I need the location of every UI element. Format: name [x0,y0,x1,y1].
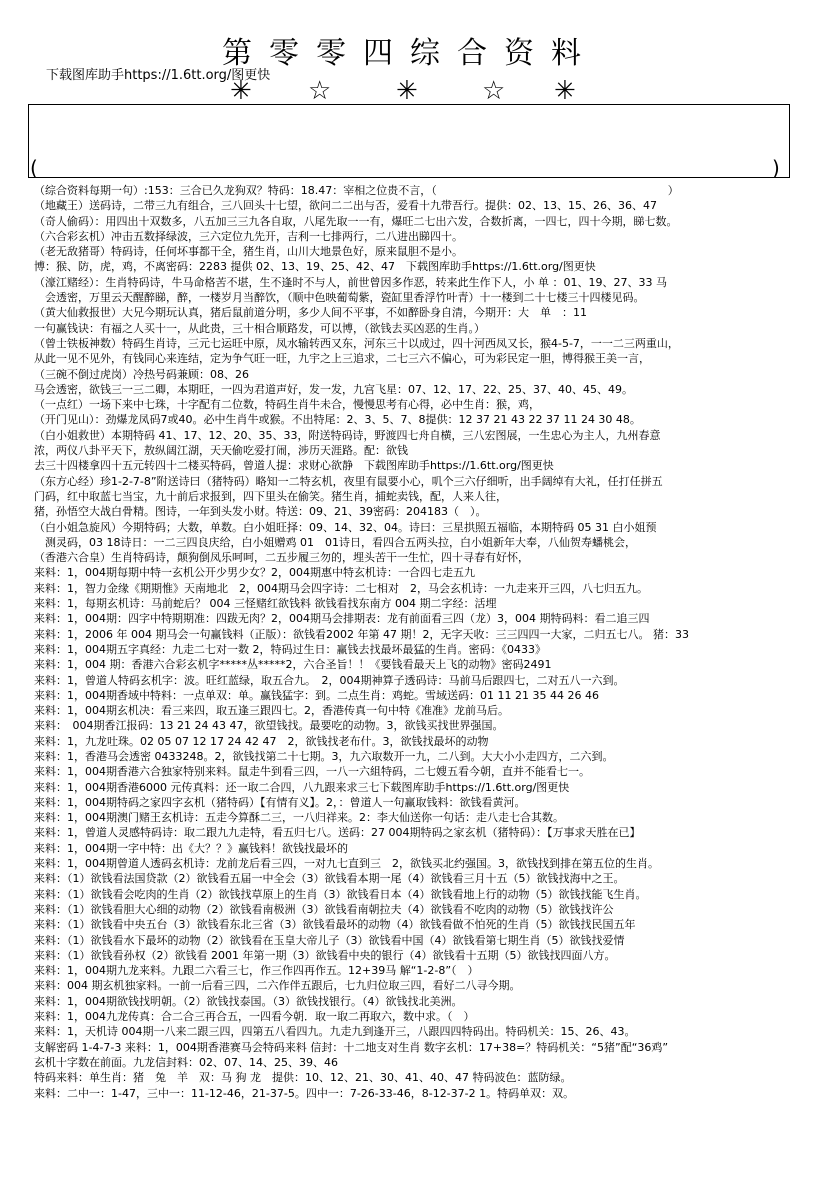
text-line: 门码，红中取蓝七当宝，九十前后求报到，四下里头在偷笑。猪生肖，捕蛇卖钱，配，人来人往， [34,489,507,503]
text-line: 会透密，万里云天醒醉睇，醉，一楼岁月当醉饮，（顺中色映葡萄紫，瓷缸里香浮竹叶青）十一楼到二十七楼三十四楼见码。 [34,291,645,305]
text-line: 来料：1，004期欲钱找明朝。（2）欲钱找泰国。（3）欲钱找银行。（4）欲钱找北美洲。 [34,994,463,1008]
text-line: 来料：1，004期一字中特：出《大？？》赢钱料！欲钱找最坏的 [34,841,348,855]
text-line: 来料：（1）欲钱看中央五台（3）欲钱看东北三省（3）欲钱看最坏的动物（4）欲钱看做不怕死的生肖（5）欲钱找民国五年 [34,918,636,932]
text-line: 来料： 004期香江报码：13 21 24 43 47，欲望钱找。最要吃的动物。3，欲钱买找世界强国。 [34,719,504,733]
text-line: 一句赢钱诀：有福之人买十一，从此贵，三十相合顺路发，可以博，（欲钱去买凶恶的生肖。） [34,321,485,335]
download-note[interactable]: 下载图库助手https://1.6tt.org/图更快 [46,68,271,83]
text-line: 来料：1，004期玄机决：看三来四，取五逢三跟四七。2，香港传真一句中特《准准》龙前马后。 [34,704,509,718]
text-line: 来料：（1）欲钱看胆大心细的动物（2）欲钱看南极洲（3）欲钱看南朝拉夫（4）欲钱看不吃肉的动物（5）欲钱找许公 [34,902,614,916]
text-line: 来料：（1）欲钱看孙权（2）欲钱看 2001 年第一期（3）欲钱看中央的银行（4）欲钱看十五期（5）欲钱找四面八方。 [34,948,616,962]
text-line: 来料：二中一：1-47，三中一：11-12-46，21-37-5。四中一：7-26-33-46，8-12-37-2 1。特码单双：双。 [34,1086,575,1100]
text-line: 来料：1，香港马会透密 0433248。2，欲钱找第二十七期。3，九六取数开一九，二八到。大大小小走四方，二六到。 [34,749,614,763]
right-paren: ) [772,156,780,180]
text-line: 来料：（1）欲钱看法国贷款（2）欲钱看五届一中全会（3）欲钱看本期一尾（4）欲钱看三月十五（5）欲钱找海中之王。 [34,872,625,886]
text-line: （东方心经）珍1-2-7-8”附送诗曰（猪特码）略知一二特玄机，夜里有鼠要小心，叽个三六仔细听，出手阔绰有大礼，任打任拼五 [34,474,663,488]
star-icon: ✳ [230,76,252,106]
text-line: 从此一见不见外，有钱同心来连结，定为争气旺一旺，九宇之上三追求，二七三六不偏心，可为彩民定一胆，博得猴王美一言， [34,352,650,366]
text-line: 特码来料：单生肖：猪 兔 羊 双：马 狗 龙 提供：10、12、21、30、41、40、47 特码波色：蓝防绿。 [34,1071,572,1085]
star-icon: ✳ [396,76,418,106]
text-line: 浓，两仪八卦平天下，敖纵阔江湖，天天偷吃爱打闹，涉历天涯路。配：欲钱 [34,444,408,458]
text-line: 来料：1，曾道人灵感特码诗：取二跟九九走特，看五归七八。送码：27 004期特码之家玄机（猪特码）：【万事求天胜在已】 [34,826,641,840]
star-icon: ✳ [554,76,576,106]
text-line: 来料：（1）欲钱看会吃肉的生肖（2）欲钱找草原上的生肖（3）欲钱看日本（4）欲钱看地上行的动物（5）欲钱找能飞生肖。 [34,887,647,901]
blank-box [28,104,790,178]
star-outline-icon: ☆ [308,76,332,106]
text-line: （地藏王）送码诗，二带三九有组合，三八回头十七望，欲问二二出与否，爱看十九带吾行。提供：02、13、15、26、36、47 [34,199,657,213]
text-line: 来料：1，004期五字真经：九走二七对一数 2，特码过生日：赢钱去找最坏最猛的生肖。密码：《0433》 [34,642,546,656]
text-line: （曾士铁板神数）特码生肖诗，三元七运旺中原，凤水输转西又东，河东三十以成过，四十河西凤又长，猴4-5-7，一一二三两重山， [34,336,679,350]
text-line: （奇人偷码）：用四出十双数多，八五加三三九各自取，八尾先取一一有，爆旺二七出六发，合数折离，一四七，四十今期，睇七数。 [34,214,678,228]
text-line: 来料：1，004 期：香港六合彩玄机字*****丛*****2，六合圣旨！！《要钱看最天上飞的动物》密码2491 [34,658,552,672]
text-line: （濠江赌经）：生肖特码诗，牛马命格苦不堪，生不逢时不与人，前世曾因多作恶，转来此生作下人，小 单 ：01、19、27、33 马 [34,275,667,289]
text-line: （开门见山）：劲爆龙凤码7或40。必中生肖牛或猴。不出特尾：2、3、5、7、8提供：12 37 21 43 22 37 11 24 30 48。 [34,413,641,427]
text-line: 猪，孙悟空大战白骨精。图诗，一年到头发小财。特送：09、21、39密码：204183（ ）。 [34,505,487,519]
text-line: 马会透密，欲钱三一三二卿，本期旺，一四为君道声好，发一发，九宫飞星：07、12、17、22、25、37、40、45、49。 [34,382,633,396]
text-line: 来料：1，004期每期中特一玄机公开少男少女？2，004期惠中特玄机诗：一合四七走五九 [34,566,475,580]
text-line: （综合资料每期一句）:153：三合已久龙狗双？特码：18.47：宰相之位贵不言，（ ） [34,184,679,197]
text-line: 来料：1，004期九龙来料。九跟二六看三七，作三作四再作五。12+39马 解“1-2-8”（ ） [34,964,479,978]
text-line: 来料：1，004期澳门赌王玄机诗：五走今算酥二三，一八归祥来。2：李大仙送你一句话：走八走七合其数。 [34,811,564,825]
text-line: 来料：1，天机诗 004期一八来二跟三四，四第五八看四九。九走九到逢开三，八跟四四特码出。特码机关：15、26、43。 [34,1025,636,1039]
left-paren: ( [30,156,38,180]
text-line: （白小姐救世）本期特码 41、17、12、20、35、33，附送特码诗，野渡四七舟自横，三八宏图展，一生忠心为主人，九州春意 [34,428,661,442]
text-line: （黄大仙救报世）大兄今期玩认真，猪后鼠前道分明，多少人间不平事，不如醉卧身自清，今期开：大 单 ：11 [34,306,587,320]
text-line: 来料：1，2006 年 004 期马会一句赢钱料（正版）：欲钱看2002 年第 47 期！2，无字天收：三三四四一大家，二归五七八。 猪：33 [34,627,689,641]
text-line: 测灵码，03 18诗日：一二三四良庆给，白小姐赠鸡 01 01诗日，看四合五两头拉，白小姐新年大奉，八仙贺寿蟠桃会， [34,535,636,549]
text-line: 来料：004 期玄机独家料。一前一后看三四，二六作伴五跟后，七九归位取三四，看好二八寻今期。 [34,979,521,993]
text-line: （三碗不倒过虎岗）冷热号码兼顾：08、26 [34,367,249,381]
text-line: 来料：1，004期香域中特料：一点单双：单。赢钱猛字：到。二点生肖：鸡蛇。雪域送码：01 11 21 35 44 26 46 [34,688,599,702]
text-line: （六合彩玄机）冲击五数择绿波，三六定位九先开，吉利一七排两行，二八进出睇四十。 [34,229,463,243]
text-line: （白小姐急旋风）今期特码；大数，单数。白小姐旺择：09、14、32、04。诗曰：三星拱照五福临，本期特码 05 31 白小姐预 [34,520,657,534]
text-line: 玄机十字数在前面。九龙信封料：02、07、14、25、39、46 [34,1055,338,1069]
text-line: （一点红）一场下来中七珠，十字配有二位数，特码生肖牛未合，慢慢思考有心得，必中生肖：猴，鸡， [34,398,540,412]
page-title: 第零零四综合资料 [222,36,598,71]
text-line: 来料：1，004期特码之家四字玄机（猪特码）【有情有义】。2，：曾道人一句赢取钱料：欲钱看黄河。 [34,795,526,809]
text-line: 来料：1，004九龙传真：合二合三再合五，一四看今朝．取一取二再取六，数中求。（ ） [34,1010,475,1024]
text-line: （老无敌猪哥）特码诗，任何坏事都干全，猪生肖，山川大地景色好，原来鼠胆不是小。 [34,245,463,259]
text-line: 去三十四楼拿四十五元转四十二楼买特码，曾道人提：求财心欲静 下载图库助手https://1.6tt.org/图更快 [34,459,554,473]
text-line: 来料：1，004期香港6000 元传真料：还一取二合四，八九跟来求三七下载图库助手https://1.6tt.org/图更快 [34,780,570,794]
text-line: 博：猴、防，虎，鸡，不离密码：2283 提供 02、13、19、25、42、47 下载图库助手https://1.6tt.org/图更快 [34,260,596,274]
text-line: 来料：1，九龙吐珠。02 05 07 12 17 24 42 47 2，欲钱找老布什。3，欲钱找最坏的动物 [34,734,489,748]
text-line: 来料：1，每期玄机诗：马前蛇后？ 004 三怪赌红欲钱料 欲钱看找东南方 004 期二字经：活埋 [34,597,497,611]
text-line: 来料：（1）欲钱看水下最坏的动物（2）欲钱看在玉皇大帝儿子（3）欲钱看中国（4）欲钱看第七期生肖（5）欲钱找爱情 [34,933,625,947]
text-line: 来料：1，004期曾道人透码玄机诗：龙前龙后看三四，一对九七直到三 2，欲钱买北约强国。3，欲钱找到排在第五位的生肖。 [34,857,659,871]
text-line: 来料：1，004期：四字中特期期准：四跋无肉？2，004期马会排期表：龙有前面看三四（龙）3，004 期特码料：看二追三四 [34,612,650,626]
text-line: 支解密码 1-4-7-3 来料：1，004期香港赛马会特码来料 信封：十二地支对生肖 数字玄机：17+38=？特码机关：“5猪”配“36鸡” [34,1040,669,1054]
text-line: 来料：1，004期香港六合独家特别来料。鼠走牛到看三四，一八一六組特码，二七嫂五看今朝，直并不能看七一。 [34,765,590,779]
text-line: （香港六合皇）生肖特码诗，颠狗倒凤乐呵呵，二五步履三勿的，埋头苦干一生忙，四十寻春有好怀， [34,551,529,565]
text-line: 来料：1，智力金缘《期期惟》天南地北 2，004期马会四字诗：二七相对 2，马会玄机诗：一九走来开三四，八七归五九。 [34,581,648,595]
content-block [34,183,794,1101]
star-outline-icon: ☆ [482,76,506,106]
text-line: 来料：1，曾道人特码玄机字：波。旺红蓝绿，取五合九。 2，004期神算子透码诗：马前马后跟四七，二对五八一六到。 [34,673,625,687]
